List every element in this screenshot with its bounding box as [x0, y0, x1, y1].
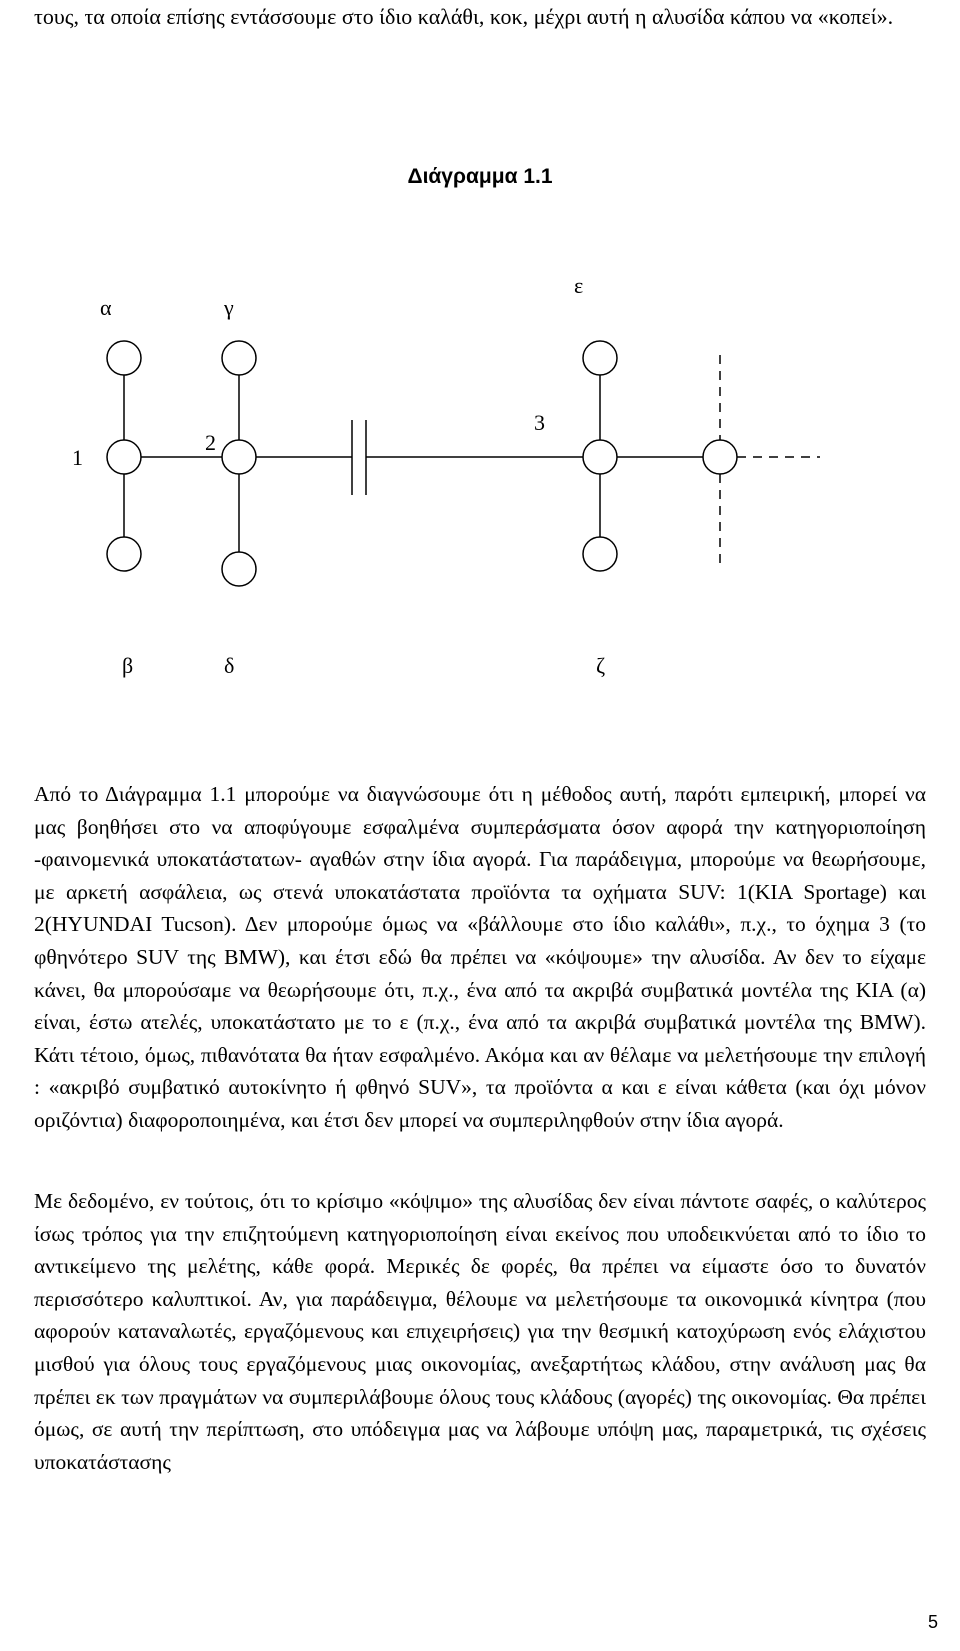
node-alpha [107, 341, 141, 375]
page-number: 5 [927, 1612, 938, 1632]
label-two: 2 [205, 430, 216, 455]
label-epsilon: ε [574, 280, 584, 298]
node-1 [107, 440, 141, 474]
paragraph-market-definition: Με δεδομένο, εν τούτοις, ότι το κρίσιμο «κόψιμο» της αλυσίδας δεν είναι πάντοτε σαφές, ο καλύτερος ίσως τρόπος για την επιζητούμενη κατηγοριοποίηση είναι εκείνος που υποδεικνύεται από το ίδιο το αντικείμενο της μελέτης, κάθε φορά. Μερικές δε φορές, θα πρέπει να είμαστε όσο το δυνατόν περισσότερο καλυπτικοί. Αν, για παράδειγμα, θέλουμε να μελετήσουμε τα οικονομικά κίνητρα (που αφορούν καταναλωτές, εργαζόμενους και επιχειρήσεις) για την θεσμική κατοχύρωση ενός ελάχιστου μισθού για όλους τους εργαζόμενους μιας οικονομίας, ανεξαρτήτως κλάδου, στην ανάλυση μας θα πρέπει εκ των πραγμάτων να συμπεριλάβουμε όλους τους κλάδους (αγορές) της οικονομίας. Θα πρέπει όμως, σε αυτή την περίπτωση, στο υπόδειγμα μας να λάβουμε υπόψη μας, παραμετρικά, τις σχέσεις υποκατάστασης [34, 1189, 926, 1474]
paragraph-diagram-discussion: Από το Διάγραμμα 1.1 μπορούμε να διαγνώσουμε ότι η μέθοδος αυτή, παρότι εμπειρική, μπορεί να μας βοηθήσει στο να αποφύγουμε εσφαλμένα συμπεράσματα όσον αφορά την κατηγοριοποίηση -φαινομενικά υποκατάστατων- αγαθών στην ίδια αγορά. Για παράδειγμα, μπορούμε να θεωρήσουμε, με αρκετή ασφάλεια, ως στενά υποκατάστατα προϊόντα τα οχήματα SUV: 1(KIA Sportage) και 2(HYUNDAI Tucson). Δεν μπορούμε όμως να «βάλλουμε στο ίδιο καλάθι», π.χ., το όχημα 3 (το φθηνότερο SUV της BMW), και έτσι εδώ θα πρέπει να «κόψουμε» την αλυσίδα. Αν δεν το είχαμε κάνει, θα μπορούσαμε να θεωρήσουμε ότι, π.χ., ένα από τα ακριβά συμβατικά μοντέλα της KIA (α) είναι, έστω ατελές, υποκατάστατο με το ε (π.χ., ένα από τα ακριβά συμβατικά μοντέλα της BMW). Κάτι τέτοιο, όμως, πιθανότατα θα ήταν εσφαλμένο. Ακόμα και αν θέλαμε να μελετήσουμε την επιλογή : «ακριβό συμβατικό αυτοκίνητο ή φθηνό SUV», τα προϊόντα α και ε είναι κάθετα (και όχι μόνον οριζόντια) διαφοροποιημένα, και έτσι δεν μπορεί να συμπεριληφθούν στην ίδια αγορά. [34, 782, 926, 1132]
node-2 [222, 440, 256, 474]
diagram-title: Διάγραμμα 1.1 [407, 165, 553, 188]
node-4 [703, 440, 737, 474]
product-chain-diagram [0, 280, 960, 700]
node-beta [107, 537, 141, 571]
label-alpha: α [100, 295, 112, 320]
intro-text: τους, τα οποία επίσης εντάσσουμε στο ίδιο καλάθι, κοκ, μέχρι αυτή η αλυσίδα κάπου να «κοπεί». [34, 4, 894, 29]
label-three: 3 [534, 410, 545, 435]
node-gamma [222, 341, 256, 375]
label-zeta: ζ [596, 653, 606, 678]
node-3 [583, 440, 617, 474]
label-gamma: γ [224, 295, 234, 320]
label-one: 1 [72, 445, 83, 470]
label-delta: δ [224, 653, 235, 678]
node-zeta [583, 537, 617, 571]
node-delta [222, 552, 256, 586]
label-beta: β [122, 653, 134, 678]
node-epsilon [583, 341, 617, 375]
